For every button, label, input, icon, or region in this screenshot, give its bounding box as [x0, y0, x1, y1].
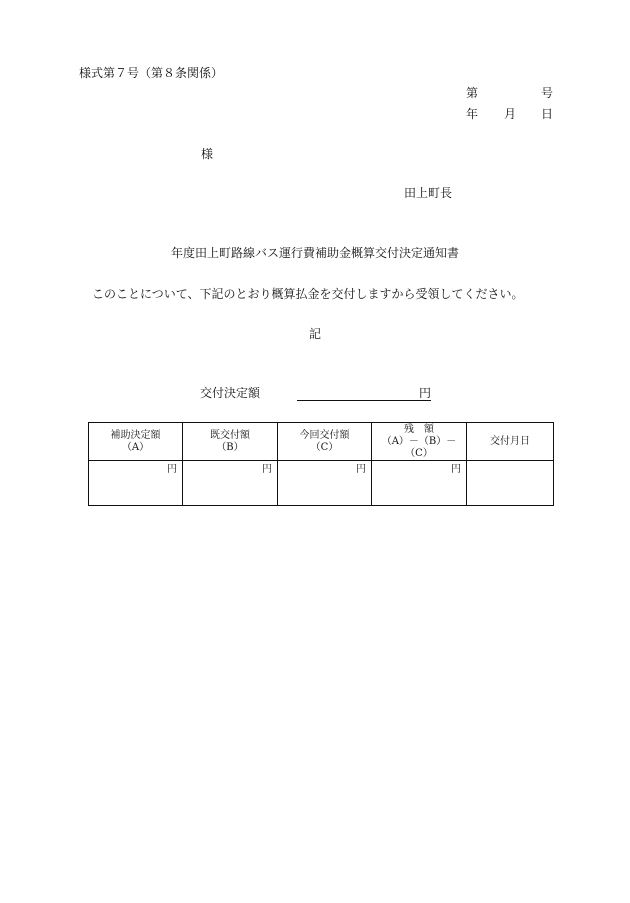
issuer-name: 田上町長	[404, 186, 453, 200]
column-header-subsidy-decision	[89, 423, 183, 461]
cell-grant-date	[467, 461, 554, 506]
grant-amount-underline	[297, 400, 431, 401]
document-title: 年度田上町路線バス運行費補助金概算交付決定通知書	[170, 246, 459, 260]
cell-current-grant	[278, 461, 372, 506]
cell-unit: 円	[356, 464, 366, 475]
column-header-label: 今回交付額	[299, 429, 350, 441]
cell-unit: 円	[167, 464, 177, 475]
addressee-honorific: 様	[201, 147, 214, 161]
grant-amount-label: 交付決定額	[200, 386, 261, 400]
column-header-already-granted	[183, 423, 278, 461]
grant-table	[88, 422, 554, 506]
document-number-suffix: 号	[541, 86, 554, 100]
column-header-sub: （A）－（B）－（C）	[381, 435, 457, 459]
body-text: このことについて、下記のとおり概算払金を交付しますから受領してください。	[92, 287, 524, 301]
grant-amount-unit: 円	[419, 386, 432, 400]
date-month-label: 月	[504, 107, 517, 121]
column-header-current-grant	[278, 423, 372, 461]
column-header-sub: （C）	[310, 441, 339, 453]
date-year-label: 年	[466, 107, 479, 121]
date-day-label: 日	[541, 107, 554, 121]
form-number-label: 様式第７号（第８条関係）	[79, 66, 224, 80]
cell-remaining	[372, 461, 467, 506]
column-header-remaining	[372, 423, 467, 461]
column-header-sub: （B）	[216, 441, 244, 453]
cell-subsidy-decision	[89, 461, 183, 506]
ki-heading: 記	[308, 327, 321, 341]
column-header-label: 補助決定額	[110, 429, 161, 441]
column-header-label: 残 額	[404, 423, 434, 435]
cell-unit: 円	[451, 464, 461, 475]
column-header-sub: （A）	[121, 441, 150, 453]
column-header-label: 交付月日	[490, 435, 530, 447]
table-header-row	[89, 423, 554, 461]
table-row	[89, 461, 554, 506]
cell-already-granted	[183, 461, 278, 506]
cell-unit: 円	[262, 464, 272, 475]
column-header-grant-date	[467, 423, 554, 461]
column-header-label: 既交付額	[210, 429, 250, 441]
document-number-prefix: 第	[466, 86, 479, 100]
